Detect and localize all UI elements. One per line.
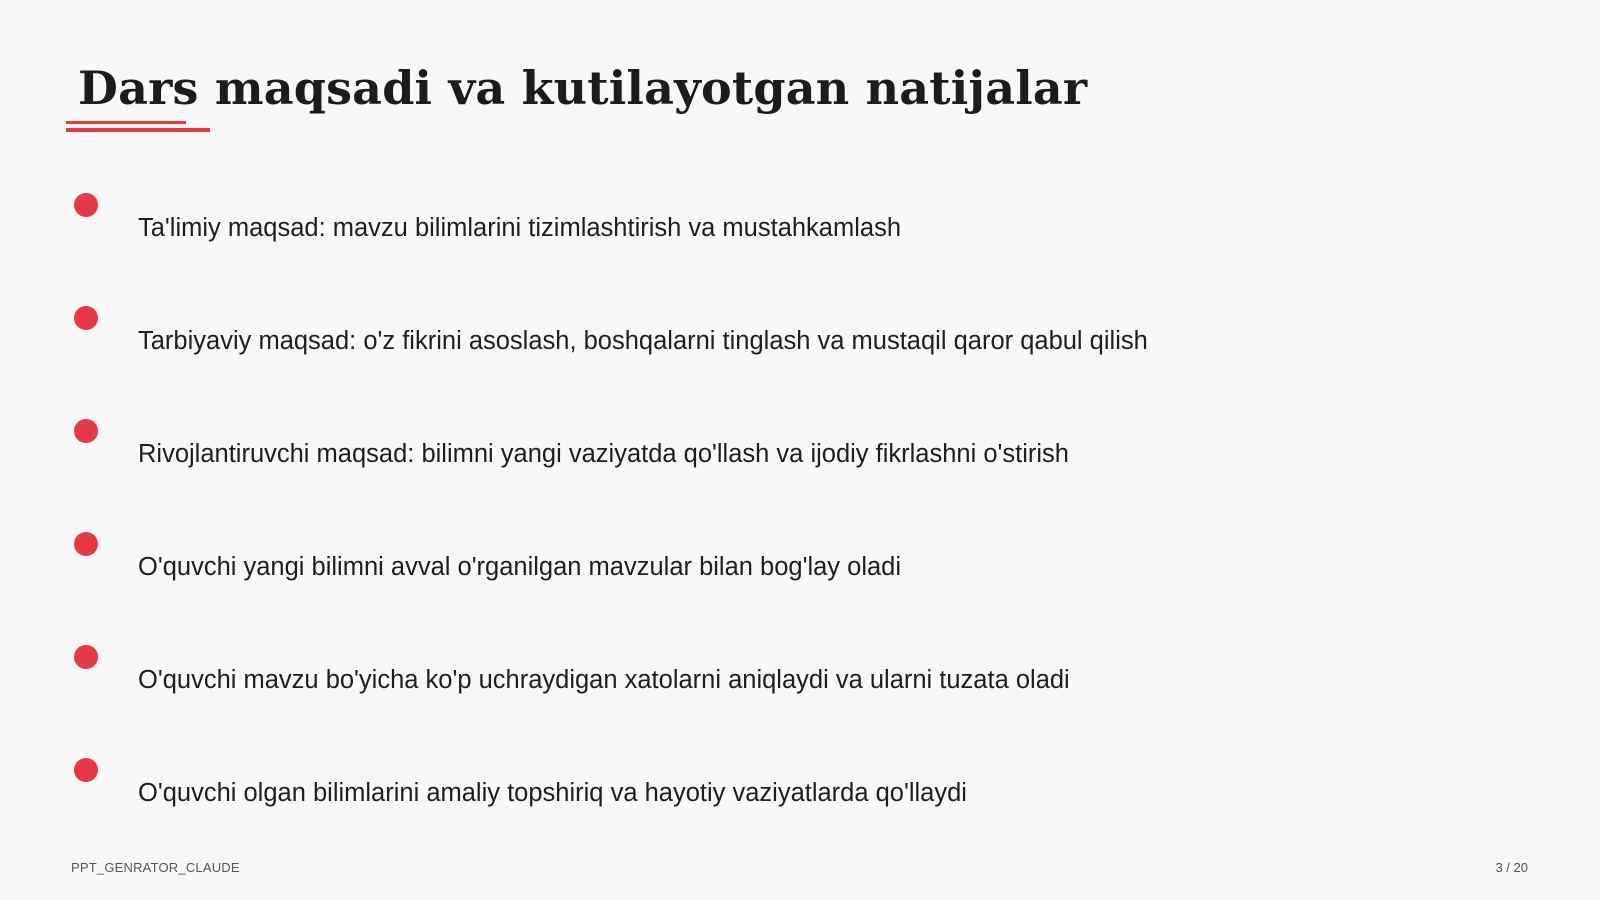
list-item <box>0 180 1600 280</box>
title-underline-top <box>66 121 186 124</box>
page-number: 3 / 20 <box>1495 860 1528 875</box>
bullet-dot-icon <box>74 645 98 669</box>
bullet-dot-icon <box>74 306 98 330</box>
bullet-text: O'quvchi olgan bilimlarini amaliy topshiriq va hayotiy vaziyatlarda qo'llaydi <box>138 779 967 807</box>
bullet-text: Tarbiyaviy maqsad: o'z fikrini asoslash, boshqalarni tinglash va mustaqil qaror qabul qilish <box>138 327 1148 355</box>
slide-title: Dars maqsadi va kutilayotgan natijalar <box>78 61 1088 115</box>
list-item <box>0 745 1600 845</box>
list-item <box>0 406 1600 506</box>
bullet-dot-icon <box>74 419 98 443</box>
list-item <box>0 519 1600 619</box>
bullet-text: Rivojlantiruvchi maqsad: bilimni yangi vaziyatda qo'llash va ijodiy fikrlashni o'stirish <box>138 440 1069 468</box>
list-item <box>0 632 1600 732</box>
bullet-dot-icon <box>74 193 98 217</box>
bullet-text: Ta'limiy maqsad: mavzu bilimlarini tizimlashtirish va mustahkamlash <box>138 214 902 242</box>
bullet-text: O'quvchi yangi bilimni avval o'rganilgan mavzular bilan bog'lay oladi <box>138 553 902 581</box>
bullet-dot-icon <box>74 758 98 782</box>
bullet-dot-icon <box>74 532 98 556</box>
title-underline-bottom <box>66 128 210 132</box>
bullet-text: O'quvchi mavzu bo'yicha ko'p uchraydigan xatolarni aniqlaydi va ularni tuzata oladi <box>138 666 1070 694</box>
footer-source: PPT_GENRATOR_CLAUDE <box>71 860 240 875</box>
title-underline <box>66 121 210 133</box>
list-item <box>0 293 1600 393</box>
